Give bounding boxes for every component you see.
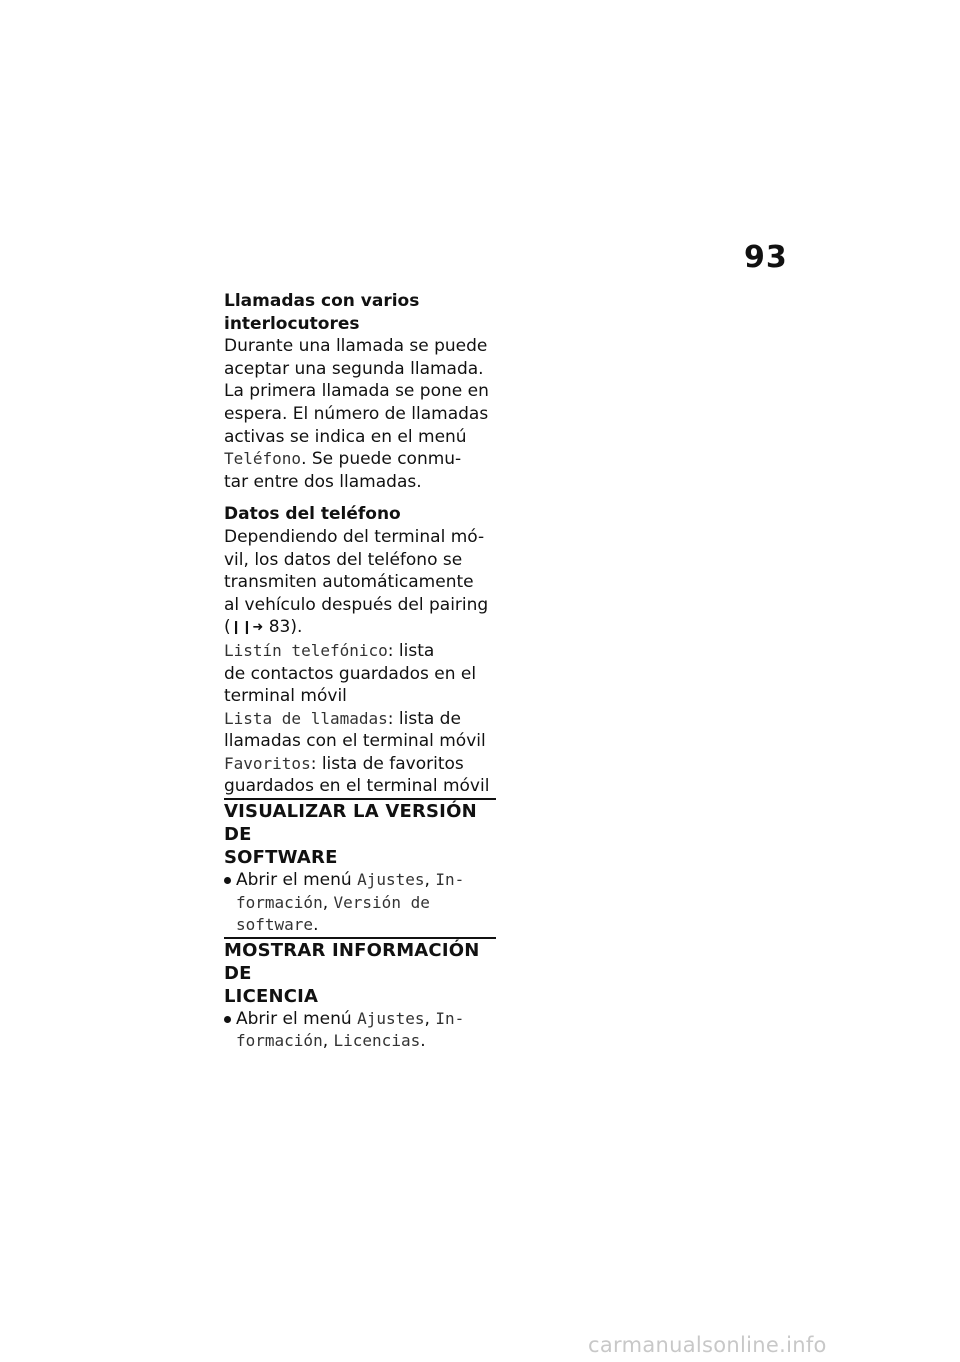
text-line: transmiten automáticamente: [224, 572, 474, 593]
arrow-right-icon: ❙❙➜: [230, 620, 264, 636]
menu-name: software: [236, 915, 314, 935]
menu-name: Listín telefónico: [224, 640, 388, 660]
text-line: llamadas con el terminal móvil: [224, 731, 486, 752]
heading-multiple-calls: [224, 290, 496, 335]
text-fragment: .: [420, 1031, 426, 1052]
text-line: [236, 1008, 496, 1031]
text-line: Durante una llamada se puede: [224, 336, 488, 357]
body-text: [224, 335, 496, 493]
heading-line: MOSTRAR INFORMACIÓN DE: [224, 939, 480, 984]
text-line: [236, 1030, 496, 1053]
text-fragment: (: [224, 617, 231, 638]
menu-name: In-: [435, 1008, 465, 1028]
menu-name: Lista de llamadas: [224, 708, 388, 728]
heading-line: interlocutores: [224, 313, 360, 334]
list-item: [224, 869, 496, 937]
menu-name: formación: [236, 892, 323, 912]
text-fragment: : lista: [387, 640, 435, 661]
menu-name: In-: [435, 870, 465, 890]
text-fragment: ,: [322, 892, 334, 913]
text-line: [236, 914, 496, 937]
text-line: [236, 869, 496, 892]
text-line: aceptar una segunda llamada.: [224, 358, 484, 379]
text-fragment: ,: [322, 1031, 334, 1052]
page-ref-number: 83).: [263, 617, 303, 638]
text-line: [236, 892, 496, 915]
page-number: 93: [744, 240, 788, 275]
text-line: terminal móvil: [224, 686, 347, 707]
content-column: [224, 290, 496, 1053]
text-line: activas se indica en el menú: [224, 426, 467, 447]
watermark: carmanualsonline.info: [588, 1333, 827, 1357]
text-line: La primera llamada se pone en: [224, 381, 489, 402]
menu-name: Ajustes: [357, 870, 425, 890]
text-fragment: : lista de: [387, 708, 461, 729]
heading-phone-data: Datos del teléfono: [224, 504, 401, 525]
menu-name: Licencias: [333, 1031, 421, 1051]
text-line: de contactos guardados en el: [224, 663, 477, 684]
text-fragment: : lista de favoritos: [310, 753, 464, 774]
section-multiple-calls: [224, 290, 496, 493]
menu-name: Versión de: [333, 892, 430, 912]
heading-license-info: [224, 939, 496, 1008]
list-item: [224, 1008, 496, 1053]
section-phone-data: [224, 503, 496, 798]
bullet-icon: [224, 877, 231, 884]
bullet-icon: [224, 1016, 231, 1023]
page-reference[interactable]: [224, 616, 496, 640]
section-software-version: [224, 800, 496, 937]
text-fragment: .: [313, 915, 319, 936]
text-line: espera. El número de llamadas: [224, 403, 489, 424]
text-line: al vehículo después del pairing: [224, 594, 489, 615]
text-fragment: . Se puede conmu-: [301, 449, 462, 470]
heading-line: LICENCIA: [224, 985, 319, 1007]
menu-name: formación: [236, 1031, 323, 1051]
text-line: [224, 448, 496, 471]
menu-name: Favoritos: [224, 753, 311, 773]
heading-line: VISUALIZAR LA VERSIÓN DE: [224, 801, 477, 846]
text-line: [224, 753, 496, 776]
menu-name: Ajustes: [357, 1008, 425, 1028]
text-line: Dependiendo del terminal mó-: [224, 526, 485, 547]
heading-line: Llamadas con varios: [224, 291, 420, 311]
text-line: guardados en el terminal móvil: [224, 776, 490, 797]
text-line: [224, 640, 496, 663]
heading-software-version: [224, 800, 496, 869]
text-fragment: ,: [424, 1008, 436, 1029]
text-fragment: Abrir el menú: [236, 870, 358, 891]
text-line: [224, 708, 496, 731]
body-text: [224, 526, 496, 798]
text-fragment: ,: [424, 870, 436, 891]
text-fragment: Abrir el menú: [236, 1008, 358, 1029]
menu-name: Teléfono: [224, 449, 302, 469]
text-line: tar entre dos llamadas.: [224, 471, 422, 492]
heading-line: SOFTWARE: [224, 847, 338, 869]
text-line: vil, los datos del teléfono se: [224, 549, 463, 570]
section-license-info: [224, 939, 496, 1053]
